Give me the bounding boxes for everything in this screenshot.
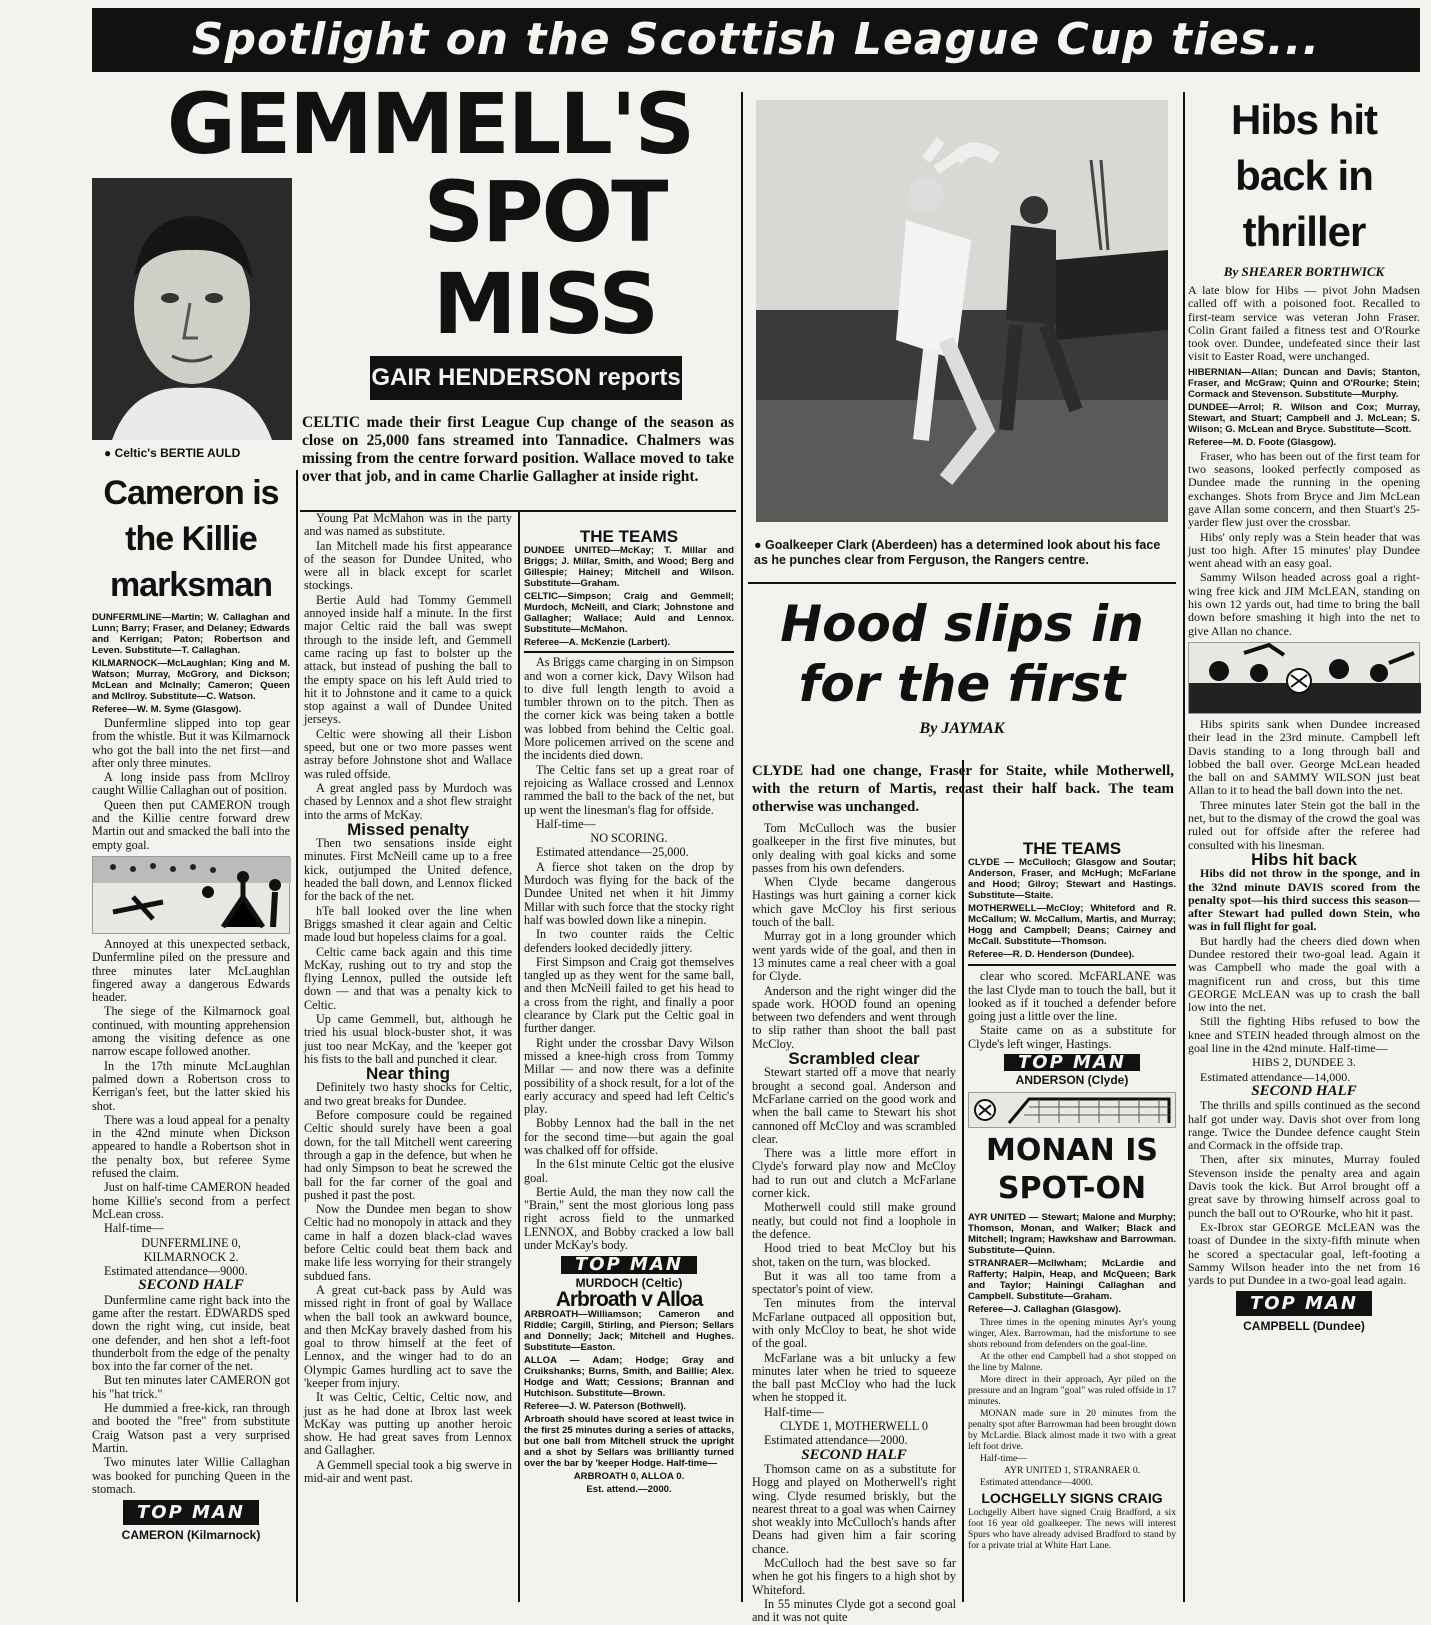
paragraph: A great cut-back pass by Auld was missed right in front of goal by Wallace when the ball took an awkward bounce, and then McKay bravely dashed from his goal to throw himself at the feet of Lennox, and the winger had to do an Olympic Games hurdling act to save the 'keeper from injury. [304,1282,512,1390]
top-man-name: ANDERSON (Clyde) [1015,1073,1129,1088]
teams-heading: THE TEAMS [1022,839,1122,858]
team-line: CLYDE — McCulloch; Glasgow and Soutar; Anderson, Fraser, and McHugh; McFarlane and Hood; Gilroy; Stewart and Hastings. Substitute—Staite. [968,857,1176,902]
clyde-byline: By JAYMAK [919,720,1005,737]
score: ARBROATH 0, ALLOA 0. [573,1471,685,1483]
paragraph: He dummied a free-kick, ran through and booted the "free" from substitute Craig Watson past a very surprised Martin. [92,1401,290,1455]
paragraph: Ten minutes from the interval McFarlane outpaced all opposition but, with only McCloy to beat, he shot wide of the goal. [752,1296,956,1351]
paragraph: Dunfermline came right back into the game after the restart. EDWARDS sped down the right wing, cut inside, beat one defender, and hen shot a left-foot thunderbolt from the edge of the penalty box into the far corner of the net. [92,1292,290,1374]
paragraph: A great angled pass by Murdoch was chased by Lennox and a shot flew straight into the arms of McKay. [304,780,512,822]
paragraph: Queen then put CAMERON trough and the Killie centre forward drew Martin out and smacked the ball into the empty goal. [92,797,290,852]
paragraph: At the other end Campbell had a shot stopped on the line by Malone. [968,1350,1176,1373]
top-man-name: CAMPBELL (Dundee) [1243,1319,1365,1334]
column-rule [1183,92,1185,1602]
paragraph: Celtic came back again and this time McKay, rushing out to try and stop the flying Lennox, pulled the outside left down — and that was a penalty kick to Celtic. [304,944,512,1012]
killie-text [92,717,290,852]
paragraph: First Simpson and Craig got themselves tangled up as they went for the same ball, and then McNeill failed to get his head to a cross from the right, and finally a poor clearance by Clark put the Celtic goal in further danger. [524,954,734,1036]
football-players-icon [93,857,291,933]
hibs-headline: thriller [1242,208,1366,255]
paragraph: Tom McCulloch was the busier goalkeeper in the first five minutes, but only dealing with goal kicks and some passes from his own defenders. [752,821,956,875]
celtic-byline: GAIR HENDERSON reports [370,356,682,400]
paragraph: Annoyed at this unexpected setback, Dunfermline piled on the pressure and three minutes later McLaughlan fingered away a dangerous Edwards header. [92,936,290,1005]
clyde-headline-block [748,594,1176,738]
column-rule [962,760,964,1602]
paragraph: Murray got in a long grounder which went yards wide of the goal, and then in 13 minutes came a real cheer with a goal for Clyde. [752,929,956,984]
top-man-badge: TOP MAN [1004,1054,1140,1071]
score: KILMARNOCK 2. [143,1249,239,1264]
ayr-headline: MONAN IS [985,1132,1158,1168]
killie-block [92,470,290,1602]
paragraph: A fierce shot taken on the drop by Murdoch was flying for the back of the Dundee United net when it hit Jimmy Millar with such force that the stocky right half was bowled down like a ninepin. [524,859,734,927]
killie-headline: the Killie [125,520,257,558]
paragraph: As Briggs came charging in on Simpson and won a corner kick, Davy Wilson had to dive full length length to avoid a tumbler thrown on to the pitch. Then as the corner kick was being taken a bottle was lobbed from behind the Celtic goal. More policemen arrived on the scene and the incidents died down. [524,655,734,763]
paragraph: clear who scored. McFARLANE was the last Clyde man to touch the ball, but it looked as if it touched a defender before going just a little over the line. [968,969,1176,1024]
paragraph: Dunfermline slipped into top gear from the whistle. But it was Kilmarnock who got the ball into the net first—and after only three minutes. [92,716,290,770]
killie-headline: marksman [109,566,273,604]
paragraph: Hibs did not throw in the sponge, and in the 32nd minute DAVIS scored from the penalty spot—his third success this season—after Stewart had pulled down Stein, who was in full flight for goal. [1188,866,1420,934]
goalkeeper-photo [756,100,1168,522]
paragraph: The Celtic fans set up a great roar of rejoicing as Wallace crossed and Lennox rammed the ball to the back of the net, but up went the linesman's flag for offside. [524,762,734,817]
attendance: Estimated attendance—25,000. [536,845,689,860]
celtic-headline: MISS [432,255,658,353]
attendance: Est. attend.—2000. [586,1484,672,1496]
paragraph: In two counter raids the Celtic defenders looked decidedly jittery. [524,927,734,955]
killie-headline: Cameron is [103,474,279,512]
paragraph: Hood tried to beat McCloy but his shot, taken on the turn, was blocked. [752,1241,956,1269]
team-line: CELTIC—Simpson; Craig and Gemmell; Murdoch, McNeill, and Clark; Johnstone and Gallagher; Wallace; Auld and Lennox. Substitute—McMahon. [524,591,734,636]
paragraph: Sammy Wilson headed across goal a right-wing free kick and JIM McLEAN, standing on his own 12 yards out, had time to bring the ball down before smashing it high into the net to give Allan no chance. [1188,570,1420,638]
killie-text [92,938,290,1496]
paragraph: Then two sensations inside eight minutes. First McNeill came up to a free kick, outjumped the United defence, headed the ball down, and Lennox flicked for the back of the net. [304,836,512,904]
paragraph: But hardly had the cheers died down when Dundee restored their two-goal lead. Again it was Campbell who made the goal with a magnificent run and cross, but this time GEORGE McLEAN was up to crash the ball low into the net. [1188,933,1420,1015]
arbroath-teams [524,1309,734,1495]
paragraph: The thrills and spills continued as the second half got under way. Davis shot over from long range. Twice the Dundee defence caught Stein and Cormack in the offside trap. [1188,1098,1420,1153]
paragraph: Staite came on as a substitute for Clyde's left winger, Hastings. [968,1023,1176,1051]
score: HIBS 2, DUNDEE 3. [1252,1055,1356,1070]
score: AYR UNITED 1, STRANRAER 0. [1003,1464,1141,1476]
photo-caption: ● Celtic's BERTIE AULD [104,446,241,460]
team-line: Referee—W. M. Syme (Glasgow). [92,704,242,715]
paragraph: There was a loud appeal for a penalty in the 42nd minute when Dickson appeared to handle a Robertson shot in the penalty box, but referee Syme refused the claim. [92,1112,290,1181]
team-line: ARBROATH—Williamson; Cameron and Riddle; Cargill, Stirling, and Pierson; Sellars and Donnelly; Jack; Mitchell and Hughes. Substitute—Easton. [524,1309,734,1354]
photo-caption: ● Goalkeeper Clark (Aberdeen) has a determined look about his face as he punches clear from Ferguson, the Rangers centre. [754,538,1161,567]
subhead: SECOND HALF [138,1277,244,1294]
subhead: Near thing [365,1064,451,1084]
killie-teams [92,612,290,715]
paragraph: Right under the crossbar Davy Wilson missed a knee-high cross from Tommy Millar — and now there was a definite possibility of a shock result, for a lot of the early accuracy and speed had left Celtic's play. [524,1035,734,1117]
divider [968,964,1176,966]
score: DUNFERMLINE 0, [141,1235,241,1250]
paragraph: Definitely two hasty shocks for Celtic, and two great breaks for Dundee. [304,1080,512,1108]
team-line: AYR UNITED — Stewart; Malone and Murphy; Thomson, Monan, and Walker; Black and Mitchell; Ingram; Hawkshaw and Barrowman. Substitute—Quinn. [968,1211,1176,1256]
score: CLYDE 1, MOTHERWELL 0 [780,1419,928,1434]
paragraph: Hibs spirits sank when Dundee increased their lead in the 23rd minute. Campbell left Davis standing to a long through ball and lobbed the ball over. George McLean headed the ball on and SAMMY WILSON just beat Allan to it to head the ball down into the net. [1188,716,1420,798]
paragraph: Half-time— [764,1404,824,1419]
paragraph: Anderson and the right winger did the spade work. HOOD found an opening between two defenders and went through to slip rather than shoot the ball past McCloy. [752,983,956,1051]
paragraph: Fraser, who has been out of the first team for two seasons, looked perfectly composed as Dundee made the running in the opening exchanges. Shots from Bryce and Jim McLean gave Allan some concern, and then Stuart's 25-yarder flew just over the crossbar. [1188,448,1420,530]
hibs-byline: By SHEARER BORTHWICK [1223,264,1385,279]
paragraph: A Gemmell special took a big swerve in mid-air and went past. [304,1457,512,1486]
paragraph: Motherwell could still make ground neatly, but could not find a loophole in the defence. [752,1200,956,1241]
celtic-lede [302,414,734,506]
team-line: MOTHERWELL—McCloy; Whiteford and R. McCallum; W. McCallum, Martis, and Murray; Hogg and Campbell; Deans; Cairney and McCall. Substitute—Thomson. [968,903,1176,948]
top-man-badge: TOP MAN [1236,1291,1372,1316]
paragraph: Half-time— [536,816,596,831]
football-fans-icon [1189,643,1421,713]
paragraph: Up came Gemmell, but, although he tried his usual block-buster shot, it was just too near McKay, and the 'keeper got his fists to the ball and punched it clear. [304,1011,512,1066]
team-line: Arbroath should have scored at least twice in the first 25 minutes during a series of attacks, but one ball from Mitchell struck the upright and a shot by Sellars was brilliantly turned over the bar by 'keeper Hodge. Half-time— [524,1414,734,1470]
paragraph: There was a little more effort in Clyde's forward play now and McCloy had to run out and clutch a McFarlane corner kick. [752,1146,956,1201]
team-line: Referee—A. McKenzie (Larbert). [524,637,671,649]
fans-illustration [1188,642,1420,714]
ayr-text [968,1317,1176,1488]
subhead: SECOND HALF [801,1446,907,1463]
column-rule [518,510,520,1602]
portrait-image [92,178,292,440]
hibs-text [1188,450,1420,638]
paragraph: MONAN made sure in 20 minutes from the penalty spot after Barrowman had been brought down by McLardie. Black almost made it two with a great left foot drive. [968,1407,1176,1452]
lochgelly-text: Lochgelly Albert have signed Craig Bradford, a six foot 16 year old goalkeeper. The news will interest Spurs who have already advised Bradford to stand by for a private trial at White Hart Lane. [968,1506,1176,1551]
celtic-teams [524,545,734,648]
team-line: Referee—J. W. Paterson (Bothwell). [524,1401,687,1413]
paragraph: Stewart started off a move that nearly brought a second goal. Anderson and McFarlane carried on the good work and when the ball came to Stewart his shot cannoned off McCloy and was scrambled clear. [752,1065,956,1146]
top-man-name: CAMERON (Kilmarnock) [121,1528,261,1543]
paragraph: Now the Dundee men began to show Celtic had no monopoly in attack and they came in half a dozen black-clad waves before Celtic could beat them back and make life less worrying for their strangely subdued fans. [304,1202,512,1283]
attendance: Estimated attendance—9000. [104,1264,248,1279]
team-line: HIBERNIAN—Allan; Duncan and Davis; Stanton, Fraser, and McGraw; Quinn and O'Rourke; Stein; Cormack and Stevenson. Substitute—Murphy. [1188,366,1420,400]
top-man-block [92,1500,290,1542]
celtic-headline: GEMMELL'S [166,75,694,173]
attendance: Estimated attendance—14,000. [1200,1069,1351,1084]
paragraph: Three minutes later Stein got the ball in the net, but to the dismay of the crowd the goal was ruled out for offside after the referee had consulted with his linesman. [1188,797,1420,852]
paragraph: In the 61st minute Celtic got the elusive goal. [524,1157,734,1185]
paragraph: In 55 minutes Clyde got a second goal and it was not quite [752,1596,956,1625]
paragraph: Then, after six minutes, Murray fouled Stevenson inside the penalty area and again Davis took the kick. But Arrol brought off a great save by throwing himself across goal to punch the ball out to O'Rourke, who hit it past. [1188,1152,1420,1220]
team-line: Referee—J. Callaghan (Glasgow). [968,1303,1122,1315]
clyde-teams [968,857,1176,960]
subhead: Scrambled clear [788,1049,920,1069]
bertie-auld-photo [92,178,292,440]
paragraph: More direct in their approach, Ayr piled on the pressure and an Ingram "goal" was ruled offside in 17 minutes. [968,1373,1176,1407]
hibs-headline: Hibs hit [1231,96,1377,143]
paragraph: Ex-Ibrox star GEORGE McLEAN was the toast of Dundee in the sixty-fifth minute when he scored a spectacular goal, left-footing a Sammy Wilson header into the net from 16 yards to put Dundee in a two-goal lead again. [1188,1219,1420,1288]
attendance: Estimated attendance—2000. [764,1433,908,1448]
top-man-badge: TOP MAN [561,1256,697,1273]
paragraph: A long inside pass from McIlroy caught Willie Callaghan out of position. [92,770,290,798]
paragraph: Three times in the opening minutes Ayr's young winger, Alex. Barrowman, had the misfortune to see shots rebound from defenders on the goal-line. [968,1316,1176,1350]
paragraph: In the 17th minute McLaughlan palmed down a Robertson cross to Kerrigan's feet, but the latter skied his shot. [92,1058,290,1113]
divider [524,651,734,653]
teams-heading: THE TEAMS [579,527,679,546]
paragraph: It was Celtic, Celtic, Celtic now, and just as he had done at Ibrox last week McKay was putting up another heroic show. He had great saves from Lennox and Gallagher. [304,1390,512,1458]
paragraph: Still the fighting Hibs refused to bow the knee and STEIN headed through almost on the goal line in the 42nd minute. Half-time— [1188,1014,1420,1056]
top-man-badge: TOP MAN [123,1500,259,1525]
paragraph: hTe ball looked over the line when Briggs smashed it clear again and Celtic made loud but hopeless claims for a goal. [304,903,512,945]
team-line: DUNDEE UNITED—McKay; T. Millar and Briggs; J. Millar, Smith, and Wood; Berg and Gillespie; Hainey; Mitchell and Wilson. Substitute—Graham. [524,545,734,590]
paragraph: When Clyde became dangerous Hastings was hurt gaining a corner kick which gave McCloy his first serious touch of the ball. [752,875,956,930]
paragraph: McCulloch had the best save so far when he got his fingers to a high shot by Whiteford. [752,1556,956,1597]
goal-net-illustration [968,1092,1176,1128]
top-man-block [968,1054,1176,1088]
subhead: Hibs hit back [1251,849,1357,869]
football-net-icon [969,1093,1177,1127]
paragraph: Half-time— [104,1221,164,1236]
team-line: KILMARNOCK—McLaughlan; King and M. Watson; Murray, McGrory, and Dickson; McLean and McInally; Cameron; Queen and McIlroy. Substitute—C. Watson. [92,658,290,702]
column-rule [741,92,743,1602]
column-rule [296,470,298,1602]
celtic-headline: SPOT [423,163,667,261]
lede-paragraph: A late blow for Hibs — pivot John Madsen called off with a poisoned foot. Recalled to first-team service was veteran John Fraser. Colin Grant failed a fitness test and O'Rourke took over. Dundee, undefeated since their last visit to Easter Road, were unchanged. [1188,283,1420,364]
top-man-block [524,1256,734,1290]
paragraph: Celtic were showing all their Lisbon speed, but one or two more passes went astray before Johnstone shot and Wallace was ruled offside. [304,726,512,781]
team-line: DUNDEE—Arrol; R. Wilson and Cox; Murray, Stewart, and Stuart; Campbell and J. McLean; S. Wilson; G. McLean and Bryce. Substitute—Scott. [1188,401,1420,435]
paragraph: Bertie Auld, the man they now call the "Brain," sent the most glorious long pass right across field to the unmarked LENNOX, and Bobby cracked a low ball under McKay's body. [524,1184,734,1253]
top-man-name: MURDOCH (Celtic) [575,1275,683,1290]
hibs-block [1188,92,1420,1602]
lede-paragraph: CLYDE had one change, Fraser for Staite, while Motherwell, with the return of Martis, recast their half back. The team otherwise was unchanged. [752,763,1174,815]
arbroath-headline: Arbroath v Alloa [555,1287,703,1311]
action-photo-image [756,100,1168,522]
celtic-column-2 [524,528,734,1602]
score: NO SCORING. [590,831,668,846]
top-man-block [1188,1291,1420,1333]
hibs-text [1188,718,1420,1287]
paragraph: Bertie Auld had Tommy Gemmell annoyed inside half a minute. In the first major Celtic raid the ball was swept through to the inside left, and Gemmell came racing up fast to bolster up the attack, but instead of pushing the ball to the empty space on his left Auld tried to hit it to Johnstone and it came to a quick stop against a wall of Dundee United jerseys. [304,592,512,727]
hibs-headline: back in [1235,152,1373,199]
paragraph: Ian Mitchell made his first appearance of the season for Dundee United, who were all in black except for scarlet stockings. [304,538,512,593]
paragraph: The siege of the Kilmarnock goal continued, with mounting apprehension among the visiting defence as one narrow escape followed another. [92,1004,290,1059]
clyde-headline: Hood slips in [780,595,1144,653]
team-line: Referee—M. D. Foote (Glasgow). [1188,436,1337,448]
paragraph: Bobby Lennox had the ball in the net for the second time—but again the goal was chalked off for offside. [524,1116,734,1157]
celtic-column-1 [304,512,512,1602]
team-line: STRANRAER—McIlwham; McLardie and Rafferty; Halpin, Heap, and McQueen; Bark and Taylor; Hainingi Callaghan and Campbell. Substitute—Graham. [968,1257,1176,1302]
football-illustration [92,856,290,934]
paragraph: Young Pat McMahon was in the party and was named as substitute. [304,511,512,539]
clyde-lede [752,762,1174,818]
clyde-column-2 [968,840,1176,1602]
lochgelly-headline: LOCHGELLY SIGNS CRAIG [981,1489,1163,1506]
clyde-headline: for the first [798,655,1126,713]
paragraph: But ten minutes later CAMERON got his "hat trick." [92,1373,290,1401]
attendance: Estimated attendance—4000. [980,1476,1093,1488]
paragraph: Hibs' only reply was a Stein header that was just too high. After 15 minutes' play Dundee went ahead with an easy goal. [1188,529,1420,571]
paragraph: Half-time— [980,1452,1027,1464]
section-rule [748,582,1176,584]
paragraph: McFarlane was a bit unlucky a few minutes later when he tried to squeeze the ball past McCloy who had the luck when he stopped it. [752,1350,956,1405]
hibs-teams [1188,367,1420,448]
hibs-text [1188,284,1420,364]
paragraph: Thomson came on as a substitute for Hogg and played on Motherwell's right wing. Clyde resumed briskly, but the nearest threat to a goal was when Cairney shot weakly into McCulloch's hands after Deans had given him a fair scoring chance. [752,1461,956,1556]
paragraph: Before composure could be regained Celtic should surely have been a goal down, for the tall Mitchell went careering through a gap in the defence, but when he had only Simpson to beat he screwed the ball for the far corner of the goal and pushed it past the post. [304,1108,512,1202]
team-line: DUNFERMLINE—Martin; W. Callaghan and Lunn; Barry; Fraser, and Delaney; Edwards and Kerrigan; Paton; Robertson and Leven. Substitute—T. Callaghan. [92,612,290,656]
page-banner: Spotlight on the Scottish League Cup ties... [92,8,1420,72]
paragraph: Just on half-time CAMERON headed home Killie's second from a perfect McLean cross. [92,1180,290,1221]
paragraph: But it was all too tame from a spectator's point of view. [752,1268,956,1297]
team-line: ALLOA — Adam; Hodge; Gray and Cruikshanks; Burns, Smith, and Baillie; Alex. Hodge and Watt; Cessions; Brannan and Hutchison. Substitute—Brown. [524,1355,734,1400]
ayr-teams [968,1212,1176,1315]
team-line: Referee—R. D. Henderson (Dundee). [968,949,1135,961]
lede-paragraph: CELTIC made their first League Cup change of the season as close on 25,000 fans streamed into Tannadice. Chalmers was missing from the centre forward position. Wallace moved to take over that job, and in came Charlie Gallagher at inside right. [302,414,734,485]
subhead: SECOND HALF [1251,1082,1357,1099]
paragraph: Two minutes later Willie Callaghan was booked for punching Queen in the stomach. [92,1455,290,1496]
subhead: Missed penalty [347,819,469,839]
clyde-column-1 [752,821,956,1625]
ayr-headline: SPOT-ON [997,1170,1147,1206]
